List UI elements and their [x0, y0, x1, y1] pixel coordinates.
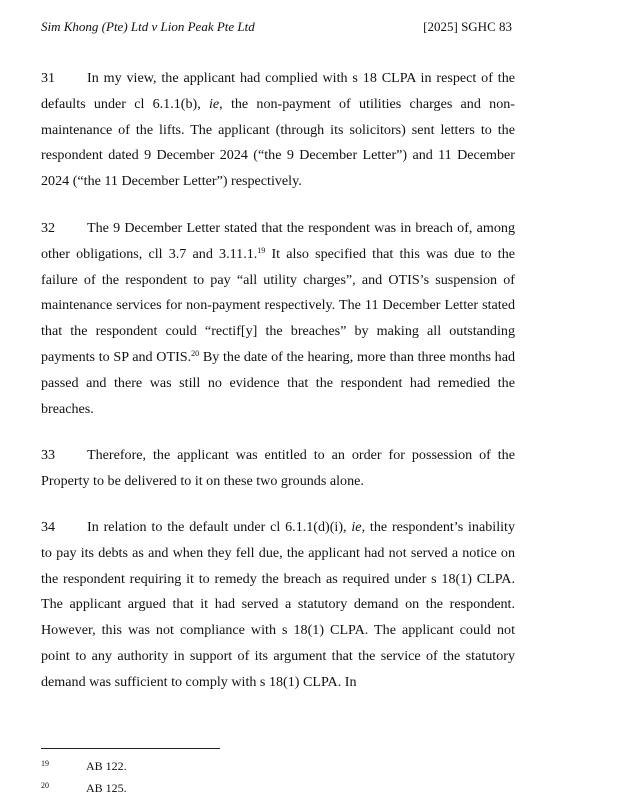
paragraph-text: By the date of the hearing, more than three months had passed and there was still no evidence that the respondent had remedied the breaches.: [41, 348, 515, 417]
italic-ie: ie: [209, 95, 220, 112]
italic-ie: ie: [351, 519, 362, 535]
header-case-name: Sim Khong (Pte) Ltd v Lion Peak Pte Ltd: [41, 19, 255, 34]
paragraph-text: Therefore, the applicant was entitled to an order for possession of the Property to be delivered to it on these two grounds alone.: [41, 447, 515, 489]
paragraph-number: 34: [41, 519, 56, 535]
paragraph-text: It also specified that this was due to the failure of the respondent to pay “all utility charges”, and OTIS’s suspension of maintenance services for non-payment respectively. The 11 December Letter stated that the respondent could “rectif[y] the breaches” by making all outstanding payments to SP and OTIS.: [41, 245, 516, 365]
paragraph-32: [41, 216, 515, 422]
footnote-ref-20[interactable]: 20: [191, 348, 200, 358]
paragraph-number: 32: [41, 220, 56, 236]
running-header: [41, 19, 512, 37]
footnote-text: AB 125.: [86, 781, 127, 795]
paragraph-31: [41, 66, 515, 195]
footnote-number: 20: [41, 781, 49, 790]
footnote-ref-19[interactable]: 19: [257, 245, 266, 255]
paragraph-number: 33: [41, 447, 56, 463]
footnote-divider: [41, 748, 220, 749]
paragraph-text: , the respondent’s inability to pay its debts as and when they fell due, the applicant had not served a notice on the respondent requiring it to remedy the breach as required under s 18(1) CLPA. The applicant argued that it had served a statutory demand on the respondent. However, this was not compliance with s 18(1) CLPA. The applicant could not point to any authority in support of its argument that the service of the statutory demand was sufficient to comply with s 18(1) CLPA. In: [41, 519, 515, 690]
header-citation: [2025] SGHC 83: [423, 19, 512, 34]
paragraph-text: In relation to the default under cl 6.1.1(d)(i),: [87, 519, 352, 535]
paragraph-text: The 9 December Letter stated that the respondent was in breach of, among other obligations, cll 3.7 and 3.11.1.: [41, 220, 515, 262]
footnote-text: AB 122.: [86, 759, 127, 773]
paragraph-34: [41, 515, 515, 696]
paragraph-text: , the non-payment of utilities charges and non-maintenance of the lifts. The applicant (through its solicitors) sent letters to the respondent dated 9 December 2024 (“the 9 December Letter”) and 11 December 2024 (“the 11 December Letter”) respectively.: [41, 95, 515, 190]
footnote-number: 19: [41, 759, 49, 768]
paragraph-33: [41, 443, 515, 495]
paragraph-text: In my view, the applicant had complied with s 18 CLPA in respect of the defaults under cl 6.1.1(b),: [41, 70, 515, 112]
paragraph-number: 31: [41, 70, 56, 86]
